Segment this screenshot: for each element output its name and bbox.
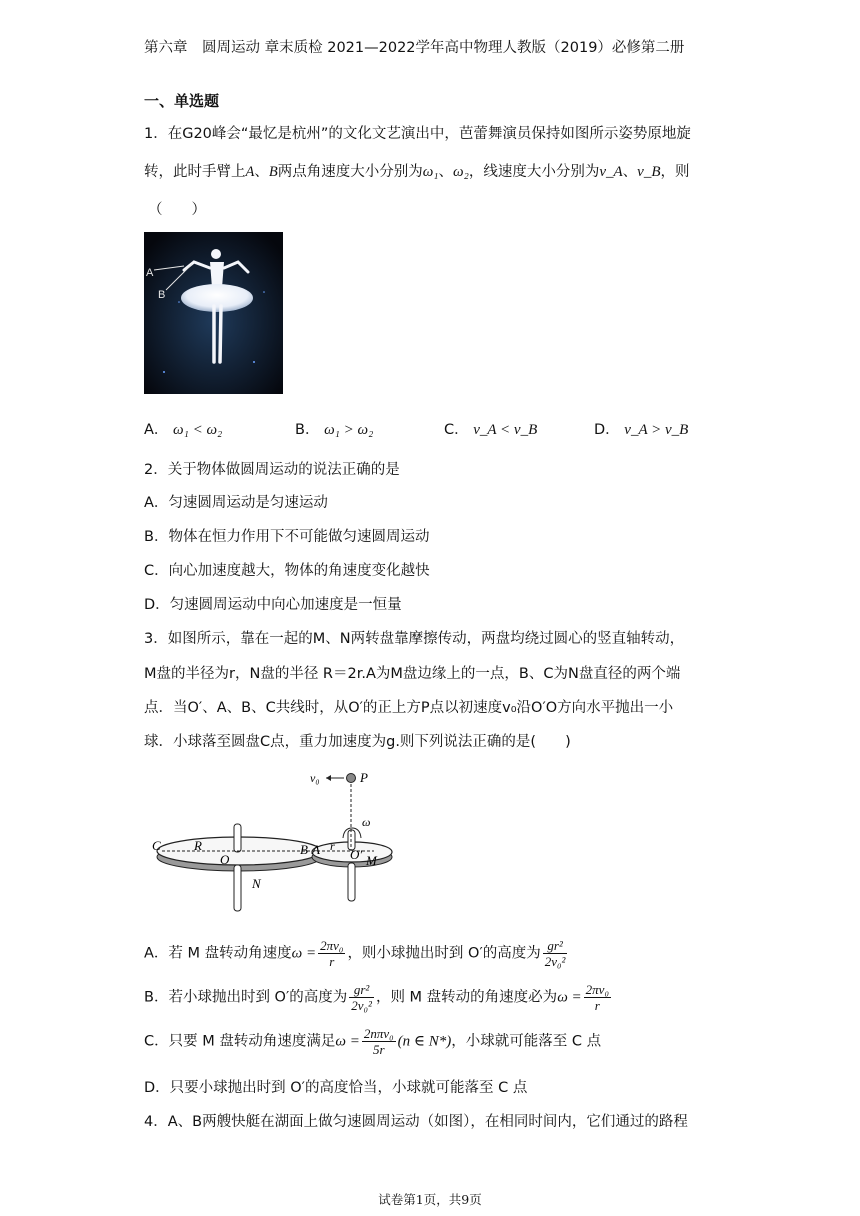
fig-N: N <box>252 876 261 891</box>
section-heading: 一、单选题 <box>144 92 220 110</box>
q2-option-a[interactable]: A．匀速圆周运动是匀速运动 <box>144 495 328 511</box>
q1-option-c[interactable]: C． v_A < v_B <box>444 422 538 438</box>
q3-stem-line3: 点．当O′、A、B、C共线时，从O′的正上方P点以初速度v₀沿O′O方向水平抛出一小 <box>144 700 674 716</box>
q2-stem: 2．关于物体做圆周运动的说法正确的是 <box>144 462 400 478</box>
fig-r: r <box>330 839 335 853</box>
q3-stem-line2: M盘的半径为r，N盘的半径 R＝2r.A为M盘边缘上的一点，B、C为N盘直径的两个端 <box>144 666 681 682</box>
q3-stem-line1: 3．如图所示，靠在一起的M、N两转盘靠摩擦传动，两盘均绕过圆心的竖直轴转动， <box>144 631 685 647</box>
disk-friction-figure <box>144 762 394 922</box>
q1-stem-line1: 1．在G20峰会“最忆是杭州”的文化文艺演出中，芭蕾舞演员保持如图所示姿势原地旋 <box>144 126 691 142</box>
q1-option-b[interactable]: B． ω₁ > ω₂ <box>295 422 374 438</box>
fig-M: M <box>366 853 377 868</box>
q2-option-d[interactable]: D．匀速圆周运动中向心加速度是一恒量 <box>144 597 402 613</box>
fig-B: B <box>300 842 308 857</box>
ballerina-figure <box>144 232 283 394</box>
fig-O-prime: O′ <box>350 847 363 862</box>
q4-stem-line1: 4．A、B两艘快艇在湖面上做匀速圆周运动（如图），在相同时间内，它们通过的路程 <box>144 1114 688 1130</box>
fig-A: A <box>312 842 320 857</box>
fig-label-b: B <box>158 289 166 301</box>
fig-omega: ω <box>362 815 371 829</box>
vA-symbol: v_A <box>599 164 623 180</box>
q3-option-d[interactable]: D．只要小球抛出时到 O′的高度恰当，小球就可能落至 C 点 <box>144 1080 528 1096</box>
q1-option-a[interactable]: A． ω₁ < ω₂ <box>144 422 223 438</box>
q1-answer-paren: （ ） <box>148 202 206 218</box>
q1-stem-line2: 转，此时手臂上A、B两点角速度大小分别为ω₁、ω₂，线速度大小分别为v_A、v_B，则 <box>144 164 690 180</box>
fig-label-a: A <box>146 267 154 279</box>
q3-option-c[interactable]: C．只要 M 盘转动角速度满足ω = $\frac{\text{2nπv₀}}{5r}$ (n ∈ N*)，小球就可能落至 C 点 <box>144 1026 602 1057</box>
fig-C: C <box>152 838 161 853</box>
page-footer: 试卷第1页，共9页 <box>378 1192 482 1207</box>
fig-O: O <box>220 852 230 867</box>
vB-symbol: v_B <box>637 164 661 180</box>
q2-option-b[interactable]: B．物体在恒力作用下不可能做匀速圆周运动 <box>144 529 430 545</box>
fig-R: R <box>194 838 202 853</box>
q3-option-b[interactable]: B．若小球抛出时到 O′的高度为 $\frac{\text{gr²}}{\text{2v₀²}}$ ，则 M 盘转动的角速度必为ω = $\frac{\text{2πv₀}}{r}$ <box>144 982 609 1013</box>
q1-option-d[interactable]: D． v_A > v_B <box>594 422 689 438</box>
q3-stem-line4: 球．小球落至圆盘C点，重力加速度为g.则下列说法正确的是( ) <box>144 734 571 750</box>
fig-v0: v₀ <box>310 771 320 785</box>
exam-title: 第六章 圆周运动 章末质检 2021—2022学年高中物理人教版（2019）必修第二册 <box>144 40 685 56</box>
fig-P: P <box>360 770 368 785</box>
q2-option-c[interactable]: C．向心加速度越大，物体的角速度变化越快 <box>144 563 430 579</box>
q3-option-a[interactable]: A．若 M 盘转动角速度ω = $\frac{\text{2πv₀}}{r}$ ，则小球抛出时到 O′的高度为 $\frac{\text{gr²}}{\text{2v₀²}}$ <box>144 938 566 969</box>
